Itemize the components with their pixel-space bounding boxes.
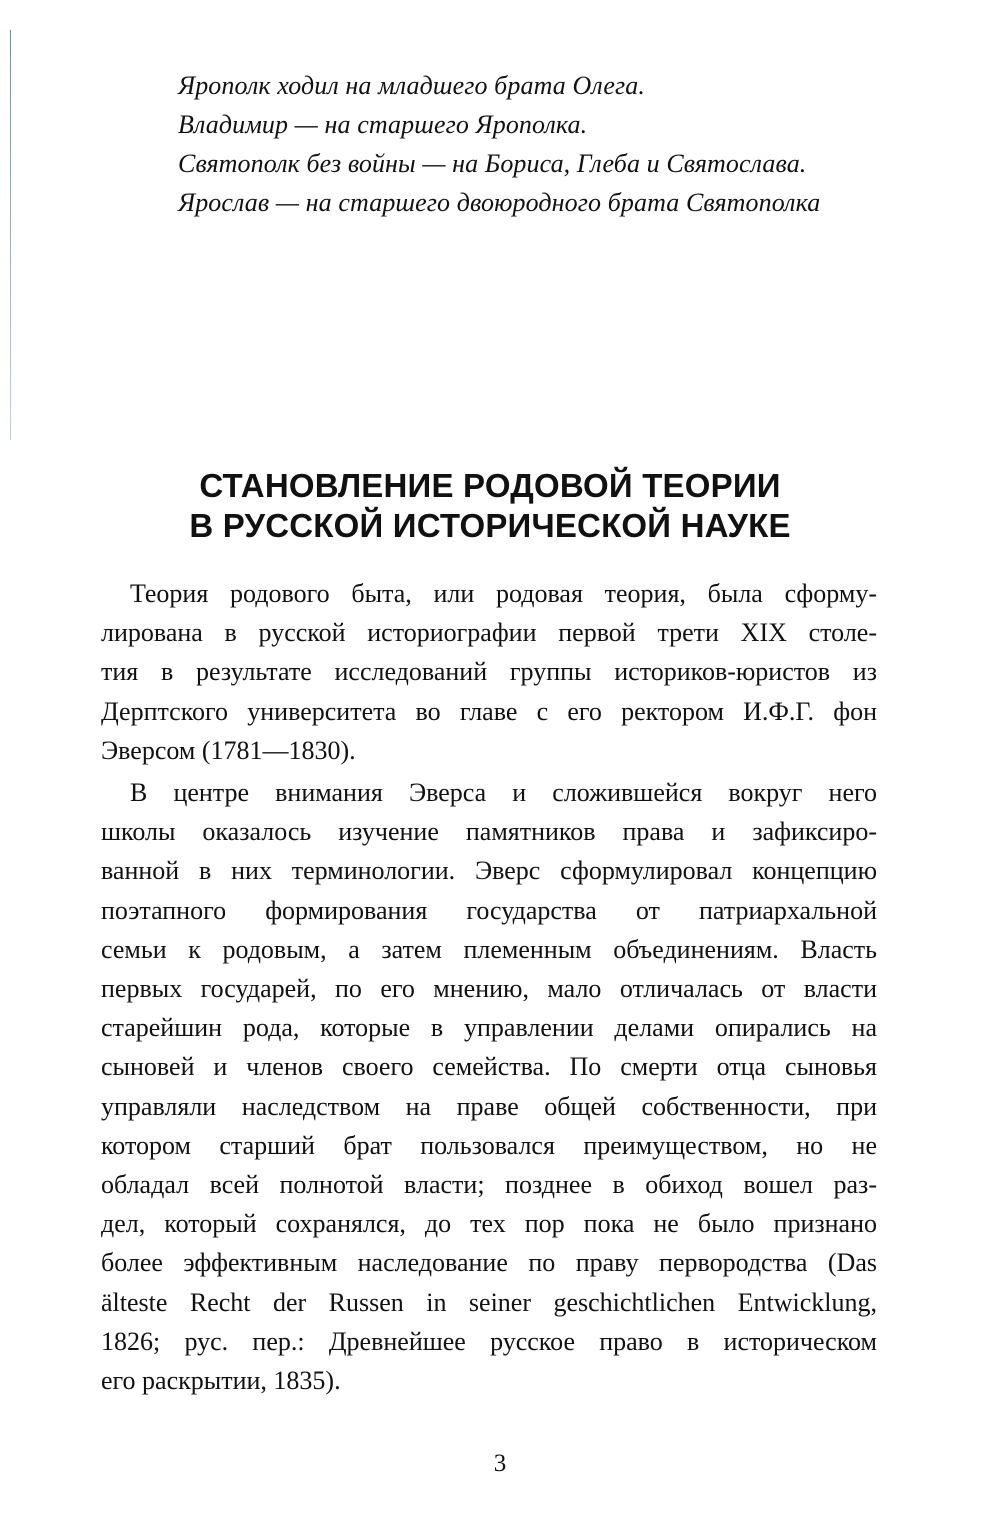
text-line: 1826; рус. пер.: Древнейшее русское право в историческом — [101, 1326, 877, 1356]
scan-edge-line — [10, 30, 11, 440]
page-number: 3 — [493, 1450, 507, 1477]
text-line: тия в результате исследований группы историков-юристов из — [101, 657, 877, 687]
epigraph-line: Святополк без войны — на Бориса, Глеба и Святослава. — [178, 149, 807, 178]
paragraph-2 — [101, 773, 877, 1400]
text-line: лирована в русской историографии первой трети XIX столе- — [101, 618, 877, 648]
text-line: старейшин рода, которые в управлении делами опирались на — [101, 1013, 877, 1043]
text-line: дел, который сохранялся, до тех пор пока не было признано — [101, 1209, 877, 1239]
epigraph — [178, 66, 958, 222]
text-line: поэтапного формирования государства от патриархальной — [101, 895, 877, 925]
text-line: управляли наследством на праве общей собственности, при — [101, 1091, 877, 1121]
text-line: школы оказалось изучение памятников права и зафиксиро- — [101, 817, 877, 847]
text-line: более эффективным наследование по праву первородства (Das — [101, 1248, 877, 1278]
text-line: первых государей, по его мнению, мало отличалась от власти — [101, 974, 877, 1004]
text-line: Дерптского университета во главе с его ректором И.Ф.Г. фон — [101, 696, 877, 726]
paragraph-1 — [101, 574, 877, 770]
text-line: älteste Recht der Russen in seiner geschichtlichen Entwicklung, — [101, 1287, 877, 1317]
text-line: котором старший брат пользовался преимуществом, но не — [101, 1130, 877, 1160]
text-line: обладал всей полнотой власти; позднее в обиход вошел раз- — [101, 1170, 877, 1200]
text-line: В центре внимания Эверса и сложившейся вокруг него — [130, 778, 877, 808]
text-line: семьи к родовым, а затем племенным объединениям. Власть — [101, 934, 877, 964]
text-line: Теория родового быта, или родовая теория, была сформу- — [130, 579, 877, 608]
section-heading — [100, 466, 880, 546]
epigraph-line: Ярополк ходил на младшего брата Олега. — [178, 71, 646, 100]
body-text — [101, 574, 877, 1403]
epigraph-line: Ярослав — на старшего двоюродного брата Святополка — [178, 188, 821, 217]
epigraph-line: Владимир — на старшего Ярополка. — [178, 110, 588, 139]
text-line: его раскрытии, 1835). — [101, 1366, 341, 1396]
text-line: Эверсом (1781—1830). — [101, 735, 356, 765]
text-line: сыновей и членов своего семейства. По смерти отца сыновья — [101, 1052, 877, 1082]
section-heading-line: СТАНОВЛЕНИЕ РОДОВОЙ ТЕОРИИ — [199, 467, 781, 504]
section-heading-line: В РУССКОЙ ИСТОРИЧЕСКОЙ НАУКЕ — [189, 507, 791, 544]
text-line: ванной в них терминологии. Эверс сформулировал концепцию — [101, 856, 877, 886]
